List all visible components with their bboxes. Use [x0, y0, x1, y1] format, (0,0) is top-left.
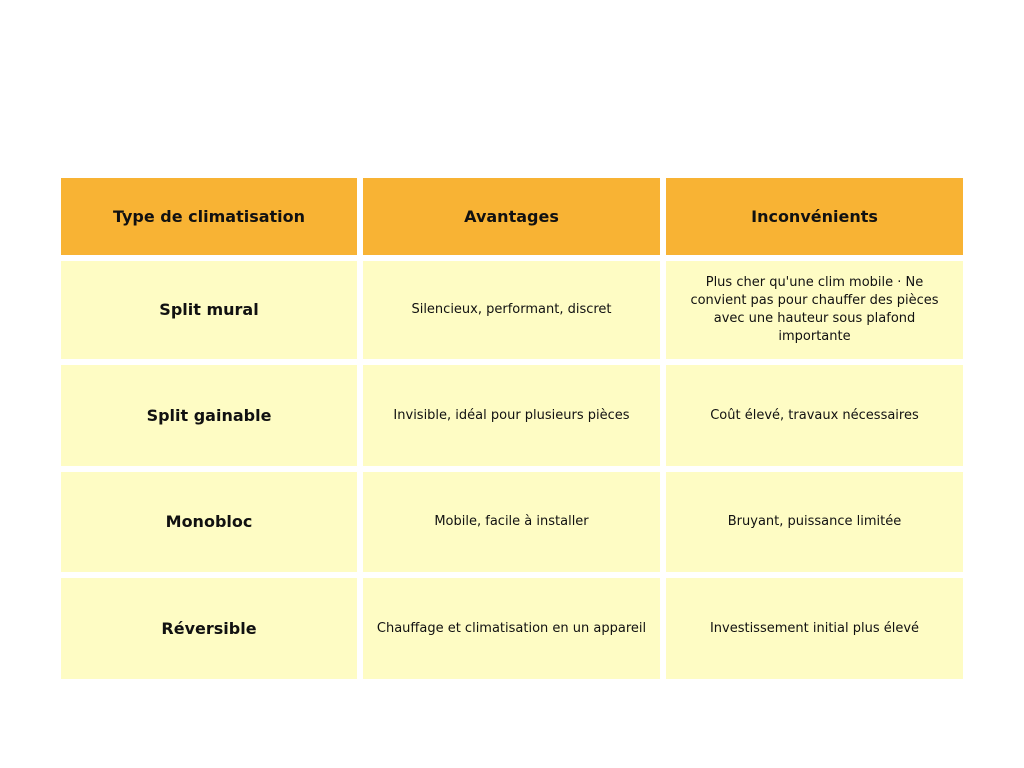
comparison-table	[61, 178, 963, 679]
row-type-label: Split gainable	[61, 365, 357, 466]
header-inconvenients: Inconvénients	[666, 178, 963, 255]
row-type-label: Monobloc	[61, 472, 357, 572]
row-avantages: Silencieux, performant, discret	[363, 261, 660, 359]
row-type-label: Réversible	[61, 578, 357, 679]
row-avantages: Chauffage et climatisation en un appareil	[363, 578, 660, 679]
row-avantages: Mobile, facile à installer	[363, 472, 660, 572]
row-inconvenients: Investissement initial plus élevé	[666, 578, 963, 679]
row-type-label: Split mural	[61, 261, 357, 359]
row-inconvenients: Plus cher qu'une clim mobile · Ne convient pas pour chauffer des pièces avec une hauteur sous plafond importante	[666, 261, 963, 359]
row-avantages: Invisible, idéal pour plusieurs pièces	[363, 365, 660, 466]
header-avantages: Avantages	[363, 178, 660, 255]
header-type: Type de climatisation	[61, 178, 357, 255]
row-inconvenients: Bruyant, puissance limitée	[666, 472, 963, 572]
row-inconvenients: Coût élevé, travaux nécessaires	[666, 365, 963, 466]
